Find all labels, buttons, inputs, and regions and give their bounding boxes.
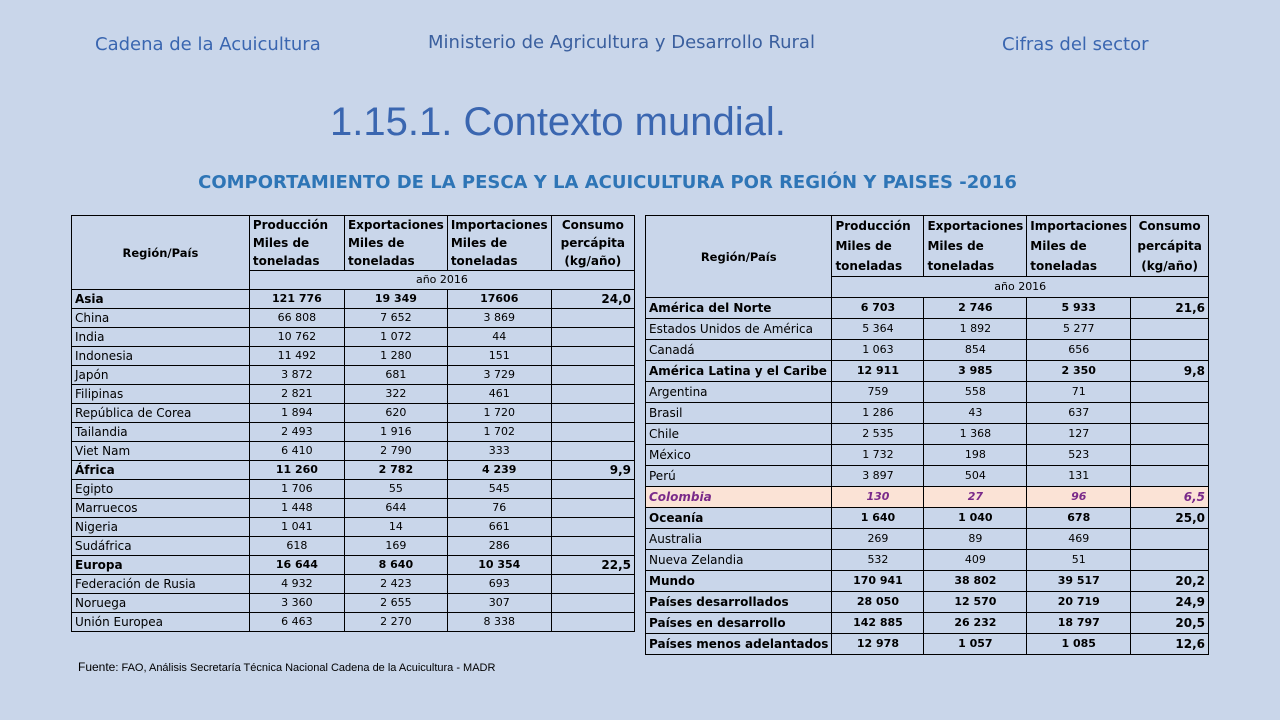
cell-name: Egipto xyxy=(72,480,250,499)
col-header-consumo xyxy=(551,216,634,271)
cell-imp: 17606 xyxy=(447,290,551,309)
cell-imp: 469 xyxy=(1027,529,1131,550)
cell-exp: 1 916 xyxy=(344,423,447,442)
col-header-consumo-line: percápita xyxy=(1137,239,1202,253)
cell-exp: 1 040 xyxy=(924,508,1027,529)
cell-name: Marruecos xyxy=(72,499,250,518)
cell-exp: 620 xyxy=(344,404,447,423)
cell-imp: 286 xyxy=(447,537,551,556)
cell-name: Chile xyxy=(646,424,832,445)
cell-prod: 121 776 xyxy=(249,290,344,309)
cell-cons: 9,8 xyxy=(1131,361,1209,382)
cell-prod: 618 xyxy=(249,537,344,556)
cell-imp: 5 277 xyxy=(1027,319,1131,340)
cell-imp: 1 702 xyxy=(447,423,551,442)
cell-prod: 1 063 xyxy=(832,340,924,361)
cell-imp: 678 xyxy=(1027,508,1131,529)
col-header-consumo xyxy=(1131,216,1209,277)
cell-name: Unión Europea xyxy=(72,613,250,632)
table-row xyxy=(72,290,635,309)
cell-prod: 4 932 xyxy=(249,575,344,594)
cell-exp: 1 057 xyxy=(924,634,1027,655)
col-header-produccion-line: Producción xyxy=(252,218,329,232)
cell-name: América Latina y el Caribe xyxy=(646,361,832,382)
cell-imp: 523 xyxy=(1027,445,1131,466)
cell-prod: 11 492 xyxy=(249,347,344,366)
col-header-produccion-line: Miles de xyxy=(835,239,892,253)
cell-exp: 8 640 xyxy=(344,556,447,575)
cell-exp: 89 xyxy=(924,529,1027,550)
cell-exp: 3 985 xyxy=(924,361,1027,382)
col-header-region: Región/País xyxy=(72,216,250,290)
header-row xyxy=(646,216,1209,277)
cell-name: Tailandia xyxy=(72,423,250,442)
cell-imp: 307 xyxy=(447,594,551,613)
cell-exp: 27 xyxy=(924,487,1027,508)
cell-imp: 3 869 xyxy=(447,309,551,328)
col-header-importaciones-line: Importaciones xyxy=(450,218,548,232)
cell-name: Japón xyxy=(72,366,250,385)
cell-name: Colombia xyxy=(646,487,832,508)
cell-exp: 504 xyxy=(924,466,1027,487)
table-row xyxy=(646,382,1209,403)
cell-exp: 38 802 xyxy=(924,571,1027,592)
col-header-importaciones xyxy=(447,216,551,271)
cell-name: Nigeria xyxy=(72,518,250,537)
cell-prod: 10 762 xyxy=(249,328,344,347)
cell-cons xyxy=(551,480,634,499)
cell-name: Países en desarrollo xyxy=(646,613,832,634)
cell-prod: 1 448 xyxy=(249,499,344,518)
table-row xyxy=(72,347,635,366)
year-label: año 2016 xyxy=(249,271,634,290)
table-row xyxy=(646,508,1209,529)
col-header-exportaciones xyxy=(924,216,1027,277)
col-header-exportaciones-line: toneladas xyxy=(347,254,415,268)
table-row xyxy=(72,423,635,442)
table-right xyxy=(645,215,1209,655)
table-row xyxy=(72,499,635,518)
cell-prod: 12 911 xyxy=(832,361,924,382)
cell-prod: 5 364 xyxy=(832,319,924,340)
table-row xyxy=(646,298,1209,319)
table-row xyxy=(72,594,635,613)
cell-imp: 333 xyxy=(447,442,551,461)
cell-exp: 55 xyxy=(344,480,447,499)
cell-cons: 25,0 xyxy=(1131,508,1209,529)
cell-name: Federación de Rusia xyxy=(72,575,250,594)
cell-prod: 1 041 xyxy=(249,518,344,537)
cell-exp: 644 xyxy=(344,499,447,518)
cell-cons xyxy=(1131,466,1209,487)
col-header-produccion xyxy=(832,216,924,277)
table-row xyxy=(72,309,635,328)
cell-imp: 656 xyxy=(1027,340,1131,361)
cell-exp: 2 270 xyxy=(344,613,447,632)
cell-exp: 7 652 xyxy=(344,309,447,328)
cell-exp: 169 xyxy=(344,537,447,556)
col-header-produccion-line: Miles de xyxy=(252,236,310,250)
cell-prod: 170 941 xyxy=(832,571,924,592)
cell-cons xyxy=(1131,403,1209,424)
cell-imp: 637 xyxy=(1027,403,1131,424)
table-row xyxy=(72,556,635,575)
cell-cons: 9,9 xyxy=(551,461,634,480)
cell-name: Mundo xyxy=(646,571,832,592)
cell-name: América del Norte xyxy=(646,298,832,319)
cell-name: África xyxy=(72,461,250,480)
cell-imp: 71 xyxy=(1027,382,1131,403)
cell-name: Países desarrollados xyxy=(646,592,832,613)
col-header-exportaciones xyxy=(344,216,447,271)
cell-imp: 18 797 xyxy=(1027,613,1131,634)
table-row xyxy=(646,529,1209,550)
cell-prod: 142 885 xyxy=(832,613,924,634)
col-header-produccion-line: toneladas xyxy=(835,259,903,273)
cell-exp: 1 280 xyxy=(344,347,447,366)
col-header-produccion-line: toneladas xyxy=(252,254,320,268)
cell-name: Países menos adelantados xyxy=(646,634,832,655)
year-label: año 2016 xyxy=(832,277,1209,298)
cell-name: Brasil xyxy=(646,403,832,424)
cell-prod: 2 493 xyxy=(249,423,344,442)
cell-exp: 19 349 xyxy=(344,290,447,309)
col-header-produccion-line: Producción xyxy=(835,219,911,233)
cell-prod: 28 050 xyxy=(832,592,924,613)
cell-cons xyxy=(551,423,634,442)
cell-cons xyxy=(551,366,634,385)
cell-imp: 39 517 xyxy=(1027,571,1131,592)
table-row xyxy=(72,613,635,632)
col-header-importaciones xyxy=(1027,216,1131,277)
table-row xyxy=(646,424,1209,445)
cell-exp: 854 xyxy=(924,340,1027,361)
col-header-importaciones-line: Miles de xyxy=(1030,239,1087,253)
cell-imp: 1 720 xyxy=(447,404,551,423)
page-title: 1.15.1. Contexto mundial. xyxy=(330,100,786,144)
cell-exp: 2 423 xyxy=(344,575,447,594)
header-ministry: Ministerio de Agricultura y Desarrollo Rural xyxy=(428,32,815,53)
cell-cons xyxy=(551,575,634,594)
table-subtitle: COMPORTAMIENTO DE LA PESCA Y LA ACUICULTURA POR REGIÓN Y PAISES -2016 xyxy=(198,172,1017,193)
cell-cons xyxy=(551,404,634,423)
table-row xyxy=(72,328,635,347)
table-row xyxy=(646,613,1209,634)
cell-prod: 2 821 xyxy=(249,385,344,404)
cell-imp: 5 933 xyxy=(1027,298,1131,319)
table-row-highlight xyxy=(646,487,1209,508)
cell-exp: 43 xyxy=(924,403,1027,424)
table-row xyxy=(646,550,1209,571)
cell-exp: 2 782 xyxy=(344,461,447,480)
cell-prod: 6 410 xyxy=(249,442,344,461)
cell-imp: 545 xyxy=(447,480,551,499)
cell-cons xyxy=(1131,529,1209,550)
cell-name: Australia xyxy=(646,529,832,550)
col-header-exportaciones-line: Exportaciones xyxy=(927,219,1024,233)
cell-prod: 3 872 xyxy=(249,366,344,385)
col-header-produccion xyxy=(249,216,344,271)
cell-cons: 20,2 xyxy=(1131,571,1209,592)
cell-name: China xyxy=(72,309,250,328)
cell-cons xyxy=(551,385,634,404)
table-row xyxy=(72,575,635,594)
cell-cons xyxy=(1131,424,1209,445)
col-header-exportaciones-line: toneladas xyxy=(927,259,995,273)
cell-prod: 269 xyxy=(832,529,924,550)
cell-name: Sudáfrica xyxy=(72,537,250,556)
cell-name: República de Corea xyxy=(72,404,250,423)
cell-imp: 20 719 xyxy=(1027,592,1131,613)
table-row xyxy=(646,592,1209,613)
cell-name: México xyxy=(646,445,832,466)
cell-prod: 66 808 xyxy=(249,309,344,328)
col-header-consumo-line: Consumo xyxy=(561,218,624,232)
source-label: Fuente xyxy=(78,660,116,674)
cell-exp: 1 072 xyxy=(344,328,447,347)
table-left xyxy=(71,215,635,632)
cell-cons xyxy=(551,537,634,556)
col-header-consumo-line: percápita xyxy=(560,236,626,250)
cell-imp: 1 085 xyxy=(1027,634,1131,655)
table-row xyxy=(72,480,635,499)
cell-exp: 14 xyxy=(344,518,447,537)
col-header-importaciones-line: toneladas xyxy=(450,254,518,268)
table-row xyxy=(72,442,635,461)
cell-name: Europa xyxy=(72,556,250,575)
col-header-exportaciones-line: Miles de xyxy=(927,239,984,253)
header-section: Cifras del sector xyxy=(1002,34,1149,55)
table-row xyxy=(646,319,1209,340)
cell-prod: 3 897 xyxy=(832,466,924,487)
cell-cons: 12,6 xyxy=(1131,634,1209,655)
cell-name: Canadá xyxy=(646,340,832,361)
cell-cons: 22,5 xyxy=(551,556,634,575)
cell-prod: 16 644 xyxy=(249,556,344,575)
cell-name: Noruega xyxy=(72,594,250,613)
cell-cons xyxy=(551,328,634,347)
cell-cons xyxy=(1131,550,1209,571)
table-row xyxy=(646,403,1209,424)
cell-prod: 1 732 xyxy=(832,445,924,466)
cell-cons: 20,5 xyxy=(1131,613,1209,634)
header-row xyxy=(72,216,635,271)
cell-cons xyxy=(1131,340,1209,361)
cell-prod: 130 xyxy=(832,487,924,508)
cell-imp: 76 xyxy=(447,499,551,518)
cell-imp: 44 xyxy=(447,328,551,347)
table-left-body xyxy=(72,216,635,632)
col-header-importaciones-line: toneladas xyxy=(1030,259,1097,273)
col-header-importaciones-line: Miles de xyxy=(450,236,508,250)
cell-imp: 3 729 xyxy=(447,366,551,385)
cell-cons xyxy=(1131,382,1209,403)
cell-name: Nueva Zelandia xyxy=(646,550,832,571)
cell-cons xyxy=(1131,319,1209,340)
cell-name: Argentina xyxy=(646,382,832,403)
cell-cons: 21,6 xyxy=(1131,298,1209,319)
cell-imp: 8 338 xyxy=(447,613,551,632)
table-row xyxy=(646,340,1209,361)
cell-name: Filipinas xyxy=(72,385,250,404)
table-row xyxy=(72,518,635,537)
cell-name: Viet Nam xyxy=(72,442,250,461)
cell-exp: 681 xyxy=(344,366,447,385)
cell-cons xyxy=(551,347,634,366)
cell-cons xyxy=(551,594,634,613)
cell-imp: 2 350 xyxy=(1027,361,1131,382)
cell-imp: 51 xyxy=(1027,550,1131,571)
cell-prod: 6 463 xyxy=(249,613,344,632)
cell-cons xyxy=(551,309,634,328)
cell-cons: 24,0 xyxy=(551,290,634,309)
cell-name: Estados Unidos de América xyxy=(646,319,832,340)
table-row xyxy=(646,466,1209,487)
table-row xyxy=(72,366,635,385)
table-row xyxy=(72,461,635,480)
cell-imp: 661 xyxy=(447,518,551,537)
col-header-consumo-line: Consumo xyxy=(1138,219,1201,233)
cell-prod: 532 xyxy=(832,550,924,571)
table-row xyxy=(72,385,635,404)
cell-prod: 1 640 xyxy=(832,508,924,529)
table-row xyxy=(646,634,1209,655)
col-header-importaciones-line: Importaciones xyxy=(1030,219,1128,233)
cell-prod: 1 894 xyxy=(249,404,344,423)
cell-name: Asia xyxy=(72,290,250,309)
cell-imp: 96 xyxy=(1027,487,1131,508)
cell-imp: 461 xyxy=(447,385,551,404)
cell-cons xyxy=(551,518,634,537)
table-row xyxy=(646,361,1209,382)
cell-name: India xyxy=(72,328,250,347)
cell-cons: 6,5 xyxy=(1131,487,1209,508)
cell-prod: 6 703 xyxy=(832,298,924,319)
table-right-body xyxy=(646,216,1209,655)
cell-cons: 24,9 xyxy=(1131,592,1209,613)
cell-prod: 11 260 xyxy=(249,461,344,480)
table-row xyxy=(72,537,635,556)
cell-imp: 10 354 xyxy=(447,556,551,575)
cell-exp: 2 655 xyxy=(344,594,447,613)
cell-prod: 1 286 xyxy=(832,403,924,424)
cell-exp: 1 892 xyxy=(924,319,1027,340)
source-note xyxy=(78,660,495,674)
header-chain-name: Cadena de la Acuicultura xyxy=(95,34,321,55)
cell-prod: 12 978 xyxy=(832,634,924,655)
col-header-exportaciones-line: Exportaciones xyxy=(347,218,444,232)
cell-imp: 127 xyxy=(1027,424,1131,445)
table-row xyxy=(646,571,1209,592)
col-header-region: Región/País xyxy=(646,216,832,298)
cell-exp: 322 xyxy=(344,385,447,404)
cell-name: Perú xyxy=(646,466,832,487)
cell-cons xyxy=(551,613,634,632)
cell-exp: 12 570 xyxy=(924,592,1027,613)
cell-imp: 4 239 xyxy=(447,461,551,480)
table-row xyxy=(72,404,635,423)
cell-cons xyxy=(1131,445,1209,466)
cell-cons xyxy=(551,442,634,461)
cell-exp: 558 xyxy=(924,382,1027,403)
cell-exp: 198 xyxy=(924,445,1027,466)
cell-prod: 3 360 xyxy=(249,594,344,613)
col-header-consumo-line: (kg/año) xyxy=(564,254,622,268)
col-header-exportaciones-line: Miles de xyxy=(347,236,405,250)
cell-imp: 693 xyxy=(447,575,551,594)
cell-imp: 151 xyxy=(447,347,551,366)
cell-exp: 26 232 xyxy=(924,613,1027,634)
cell-prod: 1 706 xyxy=(249,480,344,499)
cell-prod: 759 xyxy=(832,382,924,403)
cell-prod: 2 535 xyxy=(832,424,924,445)
source-text: : FAO, Análisis Secretaría Técnica Nacional Cadena de la Acuicultura - MADR xyxy=(115,662,496,674)
cell-exp: 2 790 xyxy=(344,442,447,461)
cell-imp: 131 xyxy=(1027,466,1131,487)
cell-exp: 2 746 xyxy=(924,298,1027,319)
cell-name: Indonesia xyxy=(72,347,250,366)
table-row xyxy=(646,445,1209,466)
cell-cons xyxy=(551,499,634,518)
cell-name: Oceanía xyxy=(646,508,832,529)
cell-exp: 1 368 xyxy=(924,424,1027,445)
col-header-consumo-line: (kg/año) xyxy=(1141,259,1199,273)
cell-exp: 409 xyxy=(924,550,1027,571)
